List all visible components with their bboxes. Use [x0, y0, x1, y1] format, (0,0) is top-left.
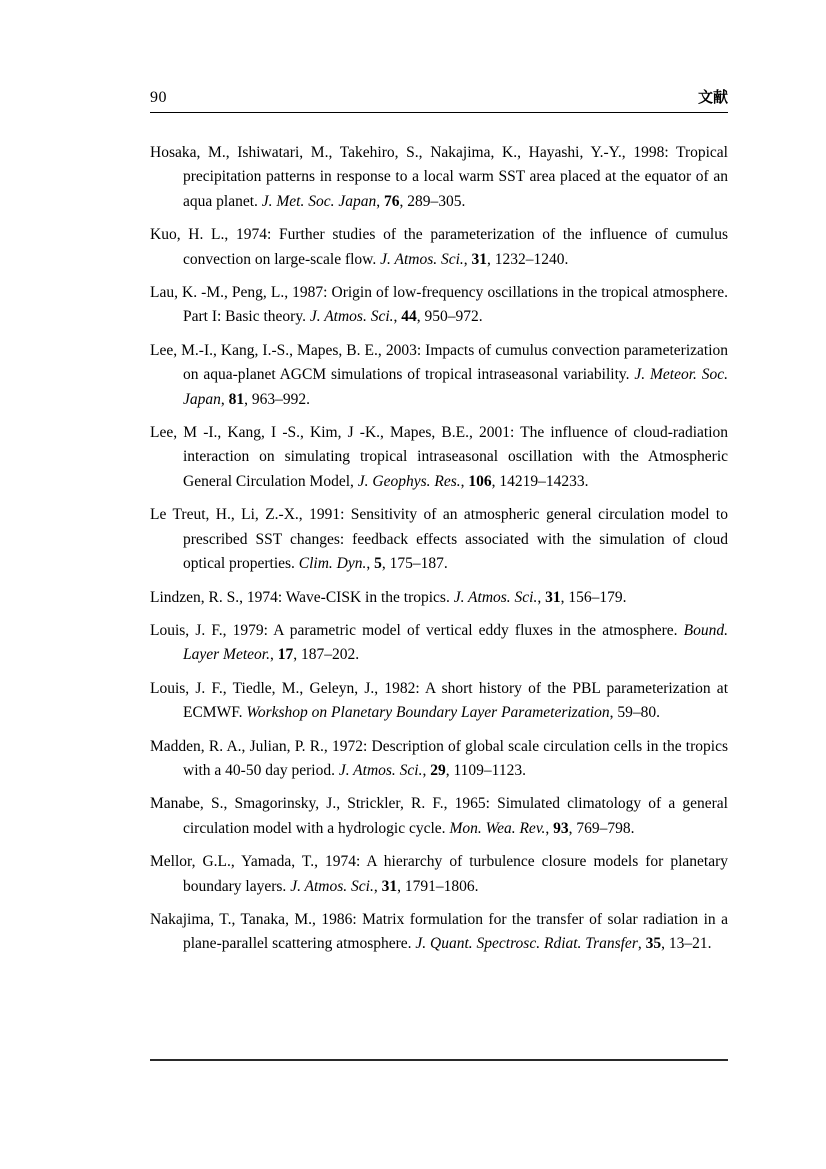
reference-text: , 950–972.: [416, 308, 483, 326]
reference-item: [150, 503, 728, 576]
journal-title: Bound. Layer Meteor.: [183, 621, 728, 664]
reference-text: Manabe, S., Smagorinsky, J., Strickler, R. F., 1965: Simulated climatology of a general circulation model with a hydrologic cycle.: [150, 795, 728, 837]
reference-item: [150, 586, 728, 610]
reference-item: [150, 677, 728, 726]
reference-item: [150, 619, 728, 668]
reference-text: Louis, J. F., 1979: A parametric model of vertical eddy fluxes in the atmosphere.: [150, 621, 684, 639]
journal-title: Workshop on Planetary Boundary Layer Parameterization: [246, 704, 610, 722]
journal-title: Mon. Wea. Rev.: [449, 819, 546, 837]
journal-title: Clim. Dyn.: [298, 555, 367, 573]
reference-text: Lau, K. -M., Peng, L., 1987: Origin of low-frequency oscillations in the tropical atmosphere. Part I: Basic theory.: [150, 284, 728, 326]
journal-title: J. Meteor. Soc. Japan: [183, 366, 728, 408]
footer-rule: [150, 1059, 728, 1061]
reference-text: ,: [422, 761, 431, 779]
volume-number: 5: [374, 555, 382, 573]
reference-item: [150, 908, 728, 957]
volume-number: 93: [553, 819, 569, 837]
reference-text: , 1791–1806.: [397, 877, 479, 895]
reference-text: Louis, J. F., Tiedle, M., Geleyn, J., 1982: A short history of the PBL parameterization at ECMWF.: [150, 679, 728, 722]
reference-text: ,: [463, 250, 472, 268]
reference-text: Le Treut, H., Li, Z.-X., 1991: Sensitivity of an atmospheric general circulation model to prescribed SST changes: feedback effects associated with the simulation of cloud optical properties.: [150, 506, 728, 573]
reference-text: Hosaka, M., Ishiwatari, M., Takehiro, S., Nakajima, K., Hayashi, Y.-Y., 1998: Tropical precipitation patterns in response to a local warm SST area placed at the equator of an aqua planet.: [150, 144, 728, 210]
header-section-title: 文献: [697, 88, 728, 106]
reference-item: [150, 735, 728, 784]
volume-number: 29: [430, 761, 446, 779]
running-header: [150, 0, 728, 112]
reference-text: , 175–187.: [381, 555, 448, 573]
volume-number: 106: [468, 472, 492, 490]
reference-list: [150, 141, 728, 957]
reference-item: [150, 281, 728, 330]
volume-number: 31: [471, 250, 488, 268]
volume-number: 44: [401, 308, 417, 326]
header-rule: [150, 112, 728, 113]
reference-text: , 1109–1123.: [445, 761, 526, 779]
reference-text: Lindzen, R. S., 1974: Wave-CISK in the tropics.: [150, 588, 454, 606]
journal-title: J. Atmos. Sci.: [338, 761, 423, 779]
reference-text: ,: [537, 588, 546, 606]
page-content: [150, 0, 728, 966]
volume-number: 81: [228, 390, 245, 408]
reference-text: ,: [545, 819, 554, 837]
reference-text: , 963–992.: [244, 390, 311, 408]
reference-text: , 769–798.: [568, 819, 635, 837]
reference-item: [150, 339, 728, 412]
reference-text: ,: [366, 555, 375, 573]
page-number: 90: [150, 89, 167, 106]
reference-text: Mellor, G.L., Yamada, T., 1974: A hierarchy of turbulence closure models for planetary boundary layers.: [150, 853, 728, 895]
reference-text: , 1232–1240.: [487, 250, 569, 268]
journal-title: J. Atmos. Sci.: [453, 588, 538, 606]
reference-text: Lee, M.-I., Kang, I.-S., Mapes, B. E., 2003: Impacts of cumulus convection parameterization on aqua-planet AGCM simulations of tropical intraseasonal variability.: [150, 341, 728, 384]
reference-text: ,: [269, 646, 278, 664]
reference-item: [150, 850, 728, 899]
reference-item: [150, 141, 728, 214]
reference-text: , 156–179.: [560, 588, 627, 606]
journal-title: J. Quant. Spectrosc. Rdiat. Transfer: [415, 935, 638, 953]
journal-title: J. Atmos. Sci.: [380, 250, 464, 268]
volume-number: 35: [645, 935, 662, 953]
volume-number: 76: [384, 192, 400, 210]
reference-text: ,: [376, 192, 385, 210]
reference-text: ,: [393, 308, 402, 326]
reference-text: Kuo, H. L., 1974: Further studies of the parameterization of the influence of cumulus convection on large-scale flow.: [150, 226, 728, 268]
journal-title: J. Met. Soc. Japan: [261, 192, 377, 210]
reference-text: ,: [460, 472, 469, 490]
reference-text: Lee, M -I., Kang, I -S., Kim, J -K., Mapes, B.E., 2001: The influence of cloud-radiation interaction on simulating tropical intraseasonal oscillation with the Atmospheric General Circulation Model,: [150, 424, 728, 490]
journal-title: J. Atmos. Sci.: [309, 308, 394, 326]
reference-text: ,: [220, 390, 229, 408]
reference-text: , 59–80.: [609, 704, 660, 722]
volume-number: 17: [277, 646, 294, 664]
journal-title: J. Atmos. Sci.: [290, 877, 374, 895]
journal-title: J. Geophys. Res.: [357, 472, 461, 490]
reference-item: [150, 223, 728, 272]
reference-text: ,: [373, 877, 382, 895]
reference-text: Madden, R. A., Julian, P. R., 1972: Description of global scale circulation cells in the tropics with a 40-50 day period.: [150, 737, 728, 779]
reference-text: , 187–202.: [293, 646, 360, 664]
reference-item: [150, 792, 728, 841]
reference-item: [150, 421, 728, 494]
reference-text: , 14219–14233.: [491, 472, 589, 490]
reference-text: Nakajima, T., Tanaka, M., 1986: Matrix formulation for the transfer of solar radiation in a plane-parallel scattering atmosphere.: [150, 910, 728, 953]
reference-text: , 289–305.: [399, 192, 466, 210]
reference-text: ,: [637, 935, 646, 953]
volume-number: 31: [545, 588, 561, 606]
volume-number: 31: [381, 877, 398, 895]
reference-text: , 13–21.: [661, 935, 712, 953]
